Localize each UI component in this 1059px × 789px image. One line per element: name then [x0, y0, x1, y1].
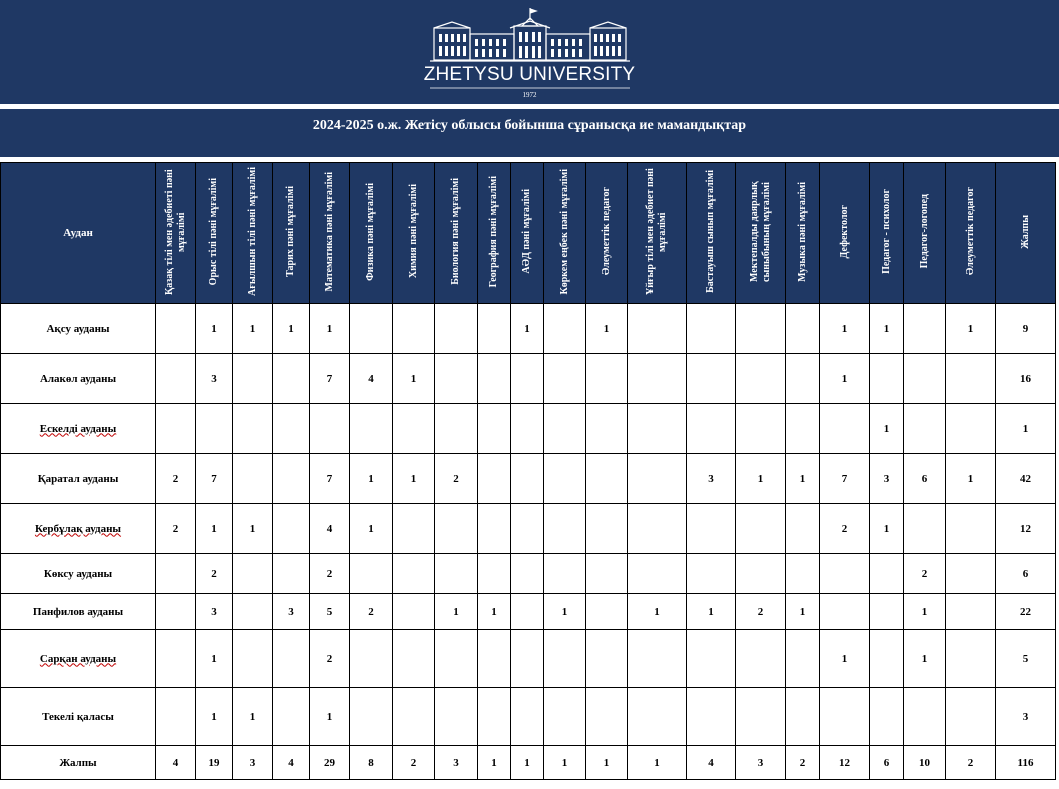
table-cell	[946, 688, 996, 746]
table-cell	[586, 554, 628, 594]
table-cell	[435, 404, 478, 454]
table-cell: 1	[946, 454, 996, 504]
district-name: Алакөл ауданы	[39, 372, 117, 385]
table-cell: 1	[820, 630, 870, 688]
footer-total-cell: 2	[393, 746, 435, 780]
footer-total-cell: 2	[786, 746, 820, 780]
table-cell	[628, 504, 687, 554]
table-cell	[273, 504, 310, 554]
table-cell	[393, 304, 435, 354]
table-cell	[233, 354, 273, 404]
table-cell	[586, 354, 628, 404]
table-cell	[511, 404, 544, 454]
table-cell	[544, 404, 586, 454]
column-header-label: Математика пәні мұғалімі	[323, 171, 335, 292]
table-cell	[435, 688, 478, 746]
table-cell	[273, 354, 310, 404]
table-cell: 1	[233, 688, 273, 746]
column-header-label: Педагог-логопед	[918, 194, 930, 269]
total-column-header-label: Жалпы	[1019, 214, 1031, 249]
column-header	[628, 163, 687, 304]
district-name: Кербұлақ ауданы	[34, 522, 122, 535]
column-header	[511, 163, 544, 304]
table-cell: 1	[196, 304, 233, 354]
table-cell	[870, 594, 904, 630]
district-name-cell	[1, 404, 156, 454]
footer-total-cell: 8	[350, 746, 393, 780]
column-header-label: Әлеуметтік педагог	[600, 187, 612, 276]
district-name-cell	[1, 354, 156, 404]
district-name-cell	[1, 454, 156, 504]
table-cell: 2	[310, 630, 350, 688]
column-header	[904, 163, 946, 304]
table-cell	[820, 404, 870, 454]
column-header	[310, 163, 350, 304]
column-header	[273, 163, 310, 304]
university-name: ZHETYSU UNIVERSITY	[423, 64, 636, 85]
row-total-cell: 22	[996, 594, 1056, 630]
table-cell	[687, 554, 736, 594]
table-cell	[393, 504, 435, 554]
footer-total-cell: 12	[820, 746, 870, 780]
table-cell	[511, 594, 544, 630]
column-header-label: География пәні мұғалімі	[488, 175, 499, 288]
table-cell	[586, 504, 628, 554]
table-cell	[310, 404, 350, 454]
column-header	[156, 163, 196, 304]
row-total-cell: 16	[996, 354, 1056, 404]
table-cell	[544, 504, 586, 554]
page-title: 2024-2025 о.ж. Жетісу облысы бойынша сұранысқа ие мамандықтар	[312, 118, 747, 133]
table-cell: 2	[350, 594, 393, 630]
table-cell	[870, 630, 904, 688]
column-header	[233, 163, 273, 304]
district-name-cell	[1, 304, 156, 354]
table-cell	[196, 404, 233, 454]
table-cell: 5	[310, 594, 350, 630]
table-cell	[628, 404, 687, 454]
column-header	[736, 163, 786, 304]
column-header-label: Тарих пәні мұғалімі	[285, 186, 296, 277]
table-cell: 3	[687, 454, 736, 504]
table-cell: 4	[310, 504, 350, 554]
table-cell: 6	[904, 454, 946, 504]
footer-total-cell: 29	[310, 746, 350, 780]
table-cell	[628, 630, 687, 688]
table-cell	[478, 688, 511, 746]
table-cell	[511, 688, 544, 746]
table-row	[1, 404, 1056, 454]
table-cell: 1	[904, 594, 946, 630]
table-cell	[687, 304, 736, 354]
table-cell	[511, 354, 544, 404]
table-cell	[233, 554, 273, 594]
table-cell: 1	[870, 304, 904, 354]
table-cell: 1	[310, 688, 350, 746]
table-cell: 1	[196, 688, 233, 746]
table-cell	[904, 688, 946, 746]
footer-total-cell: 1	[478, 746, 511, 780]
footer-total-cell: 1	[586, 746, 628, 780]
table-cell	[946, 554, 996, 594]
table-cell	[946, 504, 996, 554]
table-cell: 3	[870, 454, 904, 504]
table-cell	[736, 554, 786, 594]
footer-total-cell: 3	[435, 746, 478, 780]
table-cell	[273, 630, 310, 688]
table-cell	[586, 594, 628, 630]
table-header-row	[1, 163, 1056, 304]
table-cell: 1	[946, 304, 996, 354]
table-cell: 7	[820, 454, 870, 504]
table-row	[1, 688, 1056, 746]
table-cell	[628, 354, 687, 404]
row-total-cell: 5	[996, 630, 1056, 688]
table-cell: 1	[820, 304, 870, 354]
footer-total-cell: 1	[511, 746, 544, 780]
table-cell	[544, 688, 586, 746]
table-cell: 1	[904, 630, 946, 688]
footer-total-cell: 3	[233, 746, 273, 780]
table-cell	[946, 404, 996, 454]
district-name: Ескелді ауданы	[39, 422, 117, 435]
table-cell	[736, 688, 786, 746]
footer-total-cell: 4	[273, 746, 310, 780]
row-total-cell: 3	[996, 688, 1056, 746]
district-name: Текелі қаласы	[42, 710, 114, 723]
table-cell	[904, 304, 946, 354]
table-cell: 7	[310, 454, 350, 504]
column-header	[786, 163, 820, 304]
table-cell	[350, 554, 393, 594]
table-cell	[736, 304, 786, 354]
footer-total-cell: 3	[736, 746, 786, 780]
table-cell	[393, 688, 435, 746]
column-header-label: Химия пәні мұғалімі	[407, 184, 419, 279]
table-cell	[628, 688, 687, 746]
column-header	[946, 163, 996, 304]
district-name-cell	[1, 504, 156, 554]
table-cell	[478, 554, 511, 594]
table-cell: 1	[310, 304, 350, 354]
column-header-label: Әлеуметтік педагог	[964, 187, 976, 276]
table-cell: 1	[870, 404, 904, 454]
column-header-label: Қазақ тілі мен әдебиеті пәні мұғалімі	[163, 168, 187, 295]
table-cell	[946, 594, 996, 630]
table-cell	[233, 454, 273, 504]
table-cell	[687, 404, 736, 454]
table-cell: 1	[196, 630, 233, 688]
table-cell: 1	[393, 454, 435, 504]
table-cell	[544, 304, 586, 354]
row-total-cell: 9	[996, 304, 1056, 354]
table-cell	[870, 554, 904, 594]
table-row	[1, 304, 1056, 354]
table-cell	[946, 630, 996, 688]
table-cell	[478, 454, 511, 504]
table-cell: 2	[736, 594, 786, 630]
table-cell	[586, 688, 628, 746]
table-cell	[478, 630, 511, 688]
table-cell	[156, 554, 196, 594]
table-cell: 3	[273, 594, 310, 630]
table-cell	[273, 454, 310, 504]
table-cell	[273, 404, 310, 454]
table-cell: 2	[435, 454, 478, 504]
page-header	[0, 0, 1059, 104]
district-name-cell	[1, 594, 156, 630]
district-name: Панфилов ауданы	[32, 605, 124, 618]
demand-table	[0, 162, 1056, 780]
table-cell	[156, 594, 196, 630]
table-cell	[786, 630, 820, 688]
table-cell: 1	[687, 594, 736, 630]
column-header-label: Биология пәні мұғалімі	[450, 178, 461, 285]
table-cell: 1	[628, 594, 687, 630]
table-cell: 3	[196, 594, 233, 630]
table-cell	[478, 504, 511, 554]
column-header	[478, 163, 511, 304]
table-cell	[511, 504, 544, 554]
table-cell	[870, 688, 904, 746]
table-cell: 4	[350, 354, 393, 404]
table-cell	[786, 504, 820, 554]
table-cell	[156, 404, 196, 454]
table-cell	[511, 630, 544, 688]
row-total-cell: 42	[996, 454, 1056, 504]
table-cell	[687, 354, 736, 404]
table-cell	[687, 630, 736, 688]
table-cell	[628, 454, 687, 504]
footer-label-cell: Жалпы	[1, 746, 156, 780]
table-cell	[435, 554, 478, 594]
table-cell	[478, 354, 511, 404]
footer-total-cell: 1	[544, 746, 586, 780]
column-header	[350, 163, 393, 304]
table-row	[1, 504, 1056, 554]
title-bar	[2, 110, 1057, 157]
table-cell	[736, 504, 786, 554]
table-cell: 1	[820, 354, 870, 404]
table-cell: 1	[736, 454, 786, 504]
row-total-cell: 1	[996, 404, 1056, 454]
table-footer-row	[1, 746, 1056, 780]
table-cell	[586, 454, 628, 504]
table-cell	[478, 304, 511, 354]
table-cell	[393, 554, 435, 594]
table-cell	[156, 354, 196, 404]
footer-total-cell: 2	[946, 746, 996, 780]
table-cell	[736, 630, 786, 688]
table-cell: 2	[310, 554, 350, 594]
table-cell	[544, 630, 586, 688]
footer-total-cell: 4	[687, 746, 736, 780]
district-name: Қаратал ауданы	[37, 472, 119, 485]
column-header-label: Көркем еңбек пәні мұғалімі	[558, 168, 570, 295]
table-cell: 3	[196, 354, 233, 404]
table-cell: 1	[435, 594, 478, 630]
district-name: Көксу ауданы	[43, 567, 113, 580]
demand-table-container	[0, 162, 1059, 789]
table-cell	[786, 304, 820, 354]
table-cell	[786, 354, 820, 404]
table-cell	[870, 354, 904, 404]
table-cell	[350, 688, 393, 746]
table-cell	[786, 688, 820, 746]
district-name-cell	[1, 630, 156, 688]
table-cell	[350, 630, 393, 688]
table-cell	[156, 630, 196, 688]
footer-total-cell: 1	[628, 746, 687, 780]
table-cell	[786, 404, 820, 454]
table-cell	[904, 504, 946, 554]
table-cell	[393, 630, 435, 688]
table-cell	[736, 404, 786, 454]
table-row	[1, 354, 1056, 404]
table-cell	[628, 554, 687, 594]
table-cell	[393, 404, 435, 454]
footer-total-cell: 10	[904, 746, 946, 780]
table-cell: 1	[511, 304, 544, 354]
table-cell: 1	[786, 594, 820, 630]
table-cell	[478, 404, 511, 454]
district-name-cell	[1, 688, 156, 746]
table-cell	[687, 688, 736, 746]
table-cell: 2	[156, 454, 196, 504]
table-cell	[820, 594, 870, 630]
table-cell	[233, 404, 273, 454]
column-header	[544, 163, 586, 304]
table-cell: 1	[233, 504, 273, 554]
row-total-cell: 6	[996, 554, 1056, 594]
university-founding-year: 1972	[522, 91, 537, 99]
column-header-label: АӘД пәні мұғалімі	[521, 189, 532, 274]
table-cell	[435, 504, 478, 554]
column-header	[870, 163, 904, 304]
table-cell: 1	[478, 594, 511, 630]
grand-total-cell: 116	[996, 746, 1056, 780]
table-cell	[393, 594, 435, 630]
table-cell	[511, 554, 544, 594]
column-header	[393, 163, 435, 304]
table-row	[1, 594, 1056, 630]
table-cell	[544, 554, 586, 594]
table-cell	[156, 304, 196, 354]
district-name: Сарқан ауданы	[39, 652, 117, 665]
table-cell: 1	[393, 354, 435, 404]
table-cell: 1	[586, 304, 628, 354]
table-cell: 2	[820, 504, 870, 554]
table-cell	[904, 354, 946, 404]
column-header-label: Ұйғыр тілі мен әдебиет пәні мұғалімі	[645, 168, 668, 295]
table-cell	[544, 454, 586, 504]
column-header-label: Музыка пәні мұғалімі	[796, 181, 808, 282]
table-cell: 1	[233, 304, 273, 354]
table-cell: 1	[870, 504, 904, 554]
divider-band	[0, 104, 1059, 109]
column-header	[586, 163, 628, 304]
column-header	[687, 163, 736, 304]
table-cell	[233, 594, 273, 630]
table-cell	[350, 404, 393, 454]
table-cell	[435, 304, 478, 354]
footer-total-cell: 4	[156, 746, 196, 780]
table-cell	[687, 504, 736, 554]
table-cell: 2	[156, 504, 196, 554]
table-cell	[946, 354, 996, 404]
column-header-label: Физика пәні мұғалімі	[365, 182, 376, 281]
table-cell: 1	[196, 504, 233, 554]
district-column-header: Аудан	[1, 163, 156, 304]
table-cell: 1	[273, 304, 310, 354]
table-row	[1, 630, 1056, 688]
table-cell	[586, 630, 628, 688]
table-cell	[273, 554, 310, 594]
table-cell: 7	[310, 354, 350, 404]
column-header-label: Ағылшын тілі пәні мұғалімі	[246, 167, 258, 296]
table-cell: 1	[544, 594, 586, 630]
table-cell: 2	[904, 554, 946, 594]
table-cell	[820, 688, 870, 746]
table-cell: 7	[196, 454, 233, 504]
column-header	[820, 163, 870, 304]
total-column-header	[996, 163, 1056, 304]
table-cell: 1	[350, 504, 393, 554]
table-cell	[350, 304, 393, 354]
row-total-cell: 12	[996, 504, 1056, 554]
column-header	[435, 163, 478, 304]
table-cell	[156, 688, 196, 746]
table-cell	[628, 304, 687, 354]
table-cell	[586, 404, 628, 454]
university-building-logo	[430, 6, 630, 102]
table-cell	[544, 354, 586, 404]
table-cell	[233, 630, 273, 688]
table-cell: 1	[786, 454, 820, 504]
column-header-label: Педагог - психолог	[880, 189, 892, 274]
table-cell: 1	[350, 454, 393, 504]
table-cell	[511, 454, 544, 504]
table-cell	[435, 354, 478, 404]
table-cell	[435, 630, 478, 688]
column-header-label: Бастауыш сынып мұғалімі	[705, 170, 716, 293]
table-cell: 2	[196, 554, 233, 594]
column-header-label: Дефектолог	[838, 204, 850, 259]
table-cell	[904, 404, 946, 454]
column-header	[196, 163, 233, 304]
table-cell	[786, 554, 820, 594]
column-header-label: Мектепалды даярлық сыныбының мұғалімі	[748, 181, 772, 282]
column-header-label: Орыс тілі пәні мұғалімі	[208, 177, 219, 286]
table-cell	[820, 554, 870, 594]
table-cell	[273, 688, 310, 746]
table-row	[1, 554, 1056, 594]
table-cell	[736, 354, 786, 404]
footer-total-cell: 19	[196, 746, 233, 780]
footer-total-cell: 6	[870, 746, 904, 780]
district-name-cell	[1, 554, 156, 594]
table-row	[1, 454, 1056, 504]
district-name: Ақсу ауданы	[46, 322, 110, 335]
